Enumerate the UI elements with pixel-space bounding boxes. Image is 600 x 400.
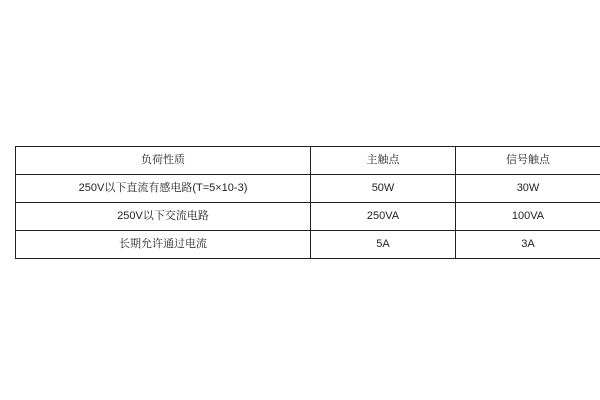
table-header-row [16, 147, 600, 175]
cell-signal-contact: 30W [456, 175, 600, 203]
column-header-main-contact: 主触点 [311, 147, 456, 175]
cell-main-contact: 5A [311, 231, 456, 259]
spec-table-container [15, 146, 585, 259]
column-header-load-type: 负荷性质 [16, 147, 311, 175]
column-header-signal-contact: 信号触点 [456, 147, 600, 175]
cell-load-type: 长期允许通过电流 [16, 231, 311, 259]
cell-signal-contact: 100VA [456, 203, 600, 231]
table-row [16, 203, 600, 231]
cell-load-type: 250V以下直流有感电路(T=5×10-3) [16, 175, 311, 203]
cell-load-type: 250V以下交流电路 [16, 203, 311, 231]
cell-main-contact: 50W [311, 175, 456, 203]
table-row [16, 175, 600, 203]
cell-main-contact: 250VA [311, 203, 456, 231]
table-row [16, 231, 600, 259]
specification-table [15, 146, 600, 259]
cell-signal-contact: 3A [456, 231, 600, 259]
